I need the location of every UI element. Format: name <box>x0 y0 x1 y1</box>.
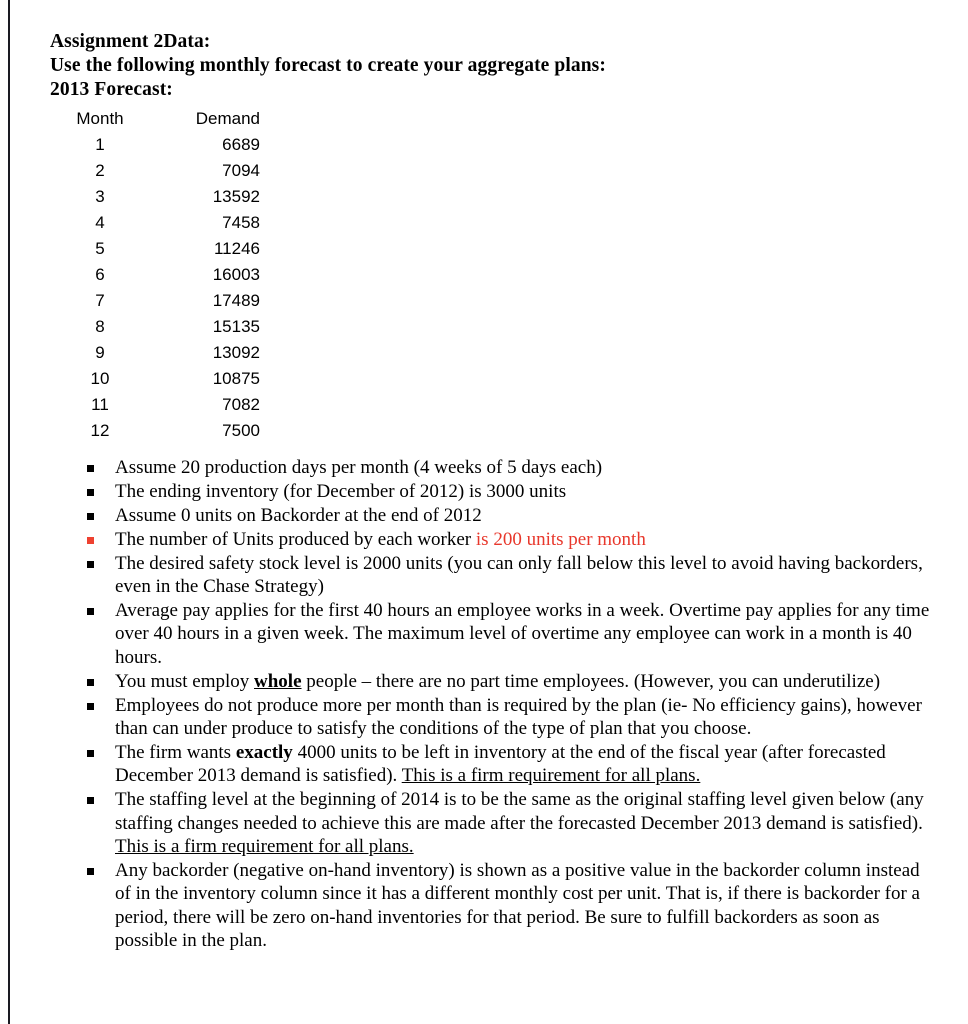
table-row <box>50 314 268 340</box>
bullet-text <box>115 528 932 551</box>
bullet-text <box>115 788 932 858</box>
bullet-text-segment: Employees do not produce more per month than is required by the plan (ie- No efficiency gains), however than can under produce to satisfy the conditions of the type of plan that you choose. <box>115 694 922 739</box>
bullet-text-segment: The number of Units produced by each worker <box>115 528 476 550</box>
bullet-text-segment: Any backorder (negative on-hand inventory) is shown as a positive value in the backorder column instead of in the inventory column since it has a different monthly cost per unit. That is, if there is backorder for a period, there will be zero on-hand inventories for that period. Be sure to fulfill backorders as soon as possible in the plan. <box>115 859 920 952</box>
square-bullet-icon <box>87 703 94 710</box>
bullet-item <box>86 480 932 503</box>
table-header-row <box>50 106 268 132</box>
document-heading <box>50 30 910 102</box>
square-bullet-icon <box>87 608 94 615</box>
table-row <box>50 184 268 210</box>
bullet-item <box>86 552 932 599</box>
cell-month: 10 <box>90 369 110 388</box>
bullet-text <box>115 670 932 693</box>
page-left-border <box>8 0 10 1024</box>
square-bullet-icon <box>87 679 94 686</box>
cell-demand: 6689 <box>222 135 260 154</box>
cell-demand: 7458 <box>222 213 260 232</box>
cell-month: 11 <box>91 395 109 414</box>
square-bullet-icon <box>87 489 94 496</box>
table-row <box>50 366 268 392</box>
bullet-text-segment: is 200 units per month <box>475 528 646 550</box>
bullet-text-segment: Assume 0 units on Backorder at the end of 2012 <box>115 504 482 526</box>
cell-month: 8 <box>95 317 105 336</box>
bullet-text-segment: This is a firm requirement for all plans. <box>115 836 414 857</box>
forecast-table-head <box>50 106 268 132</box>
square-bullet-icon <box>87 537 94 544</box>
bullet-text <box>115 480 932 503</box>
bullet-text <box>115 741 932 788</box>
bullet-item <box>86 599 932 669</box>
cell-demand: 11246 <box>213 239 260 258</box>
bullet-text <box>115 456 932 479</box>
square-bullet-icon <box>87 797 94 804</box>
cell-demand: 7500 <box>222 421 260 440</box>
bullet-text-segment: exactly <box>235 741 293 763</box>
table-row <box>50 158 268 184</box>
column-header-demand: Demand <box>195 109 260 128</box>
cell-month: 12 <box>90 421 110 440</box>
bullet-text-segment: Average pay applies for the first 40 hours an employee works in a week. Overtime pay applies for any time over 40 hours in a given week. The maximum level of overtime any employee can work in a month is 40 hours. <box>115 599 930 668</box>
bullet-item <box>86 670 932 693</box>
cell-demand: 7094 <box>222 161 260 180</box>
table-row <box>50 392 268 418</box>
bullet-item <box>86 741 932 788</box>
bullet-text <box>115 694 932 741</box>
bullet-text-segment: This is a firm requirement for all plans. <box>401 765 701 787</box>
cell-month: 7 <box>95 291 105 310</box>
heading-line-assignment: Assignment 2Data: <box>50 31 211 52</box>
bullet-text-segment: Assume 20 production days per month (4 weeks of 5 days each) <box>115 457 603 478</box>
square-bullet-icon <box>87 750 94 757</box>
bullet-text-segment: people – there are no part time employees. (However, you can underutilize) <box>301 670 881 692</box>
cell-demand: 7082 <box>222 395 260 414</box>
bullet-text-segment: You must employ <box>115 670 255 692</box>
table-row <box>50 418 268 444</box>
table-row <box>50 132 268 158</box>
table-row <box>50 262 268 288</box>
cell-month: 6 <box>95 265 105 284</box>
square-bullet-icon <box>87 561 94 568</box>
bullet-item <box>86 859 932 953</box>
cell-demand: 15135 <box>212 317 260 336</box>
bullet-text-segment: whole <box>254 670 302 692</box>
square-bullet-icon <box>87 513 94 520</box>
cell-demand: 17489 <box>212 291 260 310</box>
cell-month: 2 <box>95 161 105 180</box>
bullet-item <box>86 788 932 858</box>
table-row <box>50 340 268 366</box>
bullet-text <box>115 552 932 599</box>
table-row <box>50 236 268 262</box>
bullet-text <box>115 504 932 527</box>
cell-demand: 10875 <box>212 369 260 388</box>
square-bullet-icon <box>87 465 94 472</box>
bullet-text-segment: The desired safety stock level is 2000 units (you can only fall below this level to avoid having backorders, even in the Chase Strategy) <box>115 552 923 598</box>
bullet-text-segment: 4000 units to be left in inventory at the end of the fiscal year (after forecasted December 2013 demand is satisfied). <box>115 741 886 787</box>
bullet-text-segment: The ending inventory (for December of 2012) is 3000 units <box>115 480 567 502</box>
table-row <box>50 288 268 314</box>
column-header-month: Month <box>76 109 124 128</box>
bullet-item <box>86 694 932 741</box>
bullet-item <box>86 528 932 551</box>
bullet-item <box>86 456 932 479</box>
forecast-table-body <box>50 132 268 444</box>
cell-demand: 13592 <box>212 187 260 206</box>
bullet-text-segment: The firm wants <box>115 741 236 763</box>
heading-line-instruction: Use the following monthly forecast to create your aggregate plans: <box>50 55 606 76</box>
bullet-text <box>115 599 932 669</box>
cell-month: 1 <box>95 135 105 154</box>
square-bullet-icon <box>87 868 94 875</box>
table-row <box>50 210 268 236</box>
cell-month: 3 <box>95 187 105 206</box>
cell-month: 9 <box>95 343 105 362</box>
bullet-text <box>115 859 932 953</box>
bullet-text-segment: The staffing level at the beginning of 2014 is to be the same as the original staffing level given below (any staffing changes needed to achieve this are made after the forecasted December 2013 demand is satisfied). <box>115 789 924 834</box>
heading-line-forecast-year: 2013 Forecast: <box>50 79 173 100</box>
cell-demand: 16003 <box>212 265 260 284</box>
bullet-item <box>86 504 932 527</box>
forecast-table <box>50 106 268 444</box>
cell-demand: 13092 <box>212 343 260 362</box>
cell-month: 5 <box>95 239 105 258</box>
requirements-bullet-list <box>86 456 932 953</box>
cell-month: 4 <box>95 213 105 232</box>
